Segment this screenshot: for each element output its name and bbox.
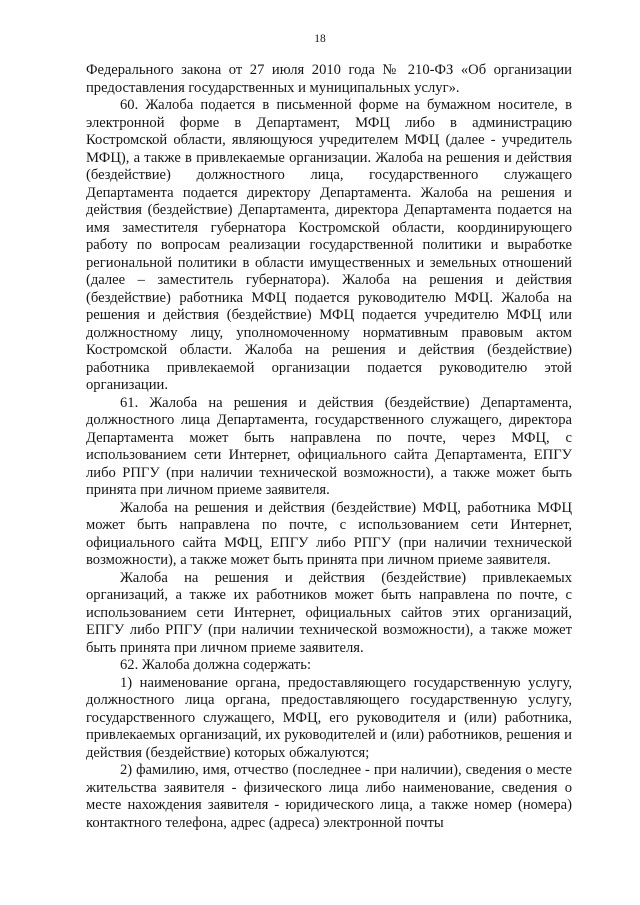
paragraph-62-item-1: 1) наименование органа, предоставляющего государственную услугу, должностного лица органа, предоставляющего государственную услугу, государственного служащего, МФЦ, его руководителя и (или) работника, привлекаемых организаций, их руководителей и (или) работников, решения и действия (бездействие) которых обжалуются; — [86, 674, 572, 761]
paragraph-61-mfc: Жалоба на решения и действия (бездействие) МФЦ, работника МФЦ может быть направлена по почте, с использованием сети Интернет, официального сайта МФЦ, ЕПГУ либо РПГУ (при наличии технической возможности), а также может быть принята при личном приеме заявителя. — [86, 499, 572, 568]
page-number: 18 — [314, 33, 326, 45]
paragraph-60: 60. Жалоба подается в письменной форме на бумажном носителе, в электронной форме в Департамент, МФЦ либо в администрацию Костромской области, являющуюся учредителем МФЦ (далее - учредитель МФЦ), а также в привлекаемые организации. Жалоба на решения и действия (бездействие) должностного лица, государственного служащего Департамента подается директору Департамента. Жалоба на решения и действия (бездействие) Департамента, директора Департамента подается на имя заместителя губернатора Костромской области, координирующего работу по вопросам реализации государственной политики и выработке региональной политики в области имущественных и земельных отношений (далее – заместитель губернатора). Жалоба на решения и действия (бездействие) работника МФЦ подается руководителю МФЦ. Жалоба на решения и действия (бездействие) МФЦ подается учредителю МФЦ или должностному лицу, уполномоченному нормативным правовым актом Костромской области. Жалоба на решения и действия (бездействие) работника привлекаемой организации подается руководителю этой организации. — [86, 97, 572, 393]
paragraph-62-item-2: 2) фамилию, имя, отчество (последнее - при наличии), сведения о месте жительства заявителя - физического лица либо наименование, сведения о месте нахождения заявителя - юридического лица, а также номер (номера) контактного телефона, адрес (адреса) электронной почты — [86, 762, 572, 831]
paragraph-61: 61. Жалоба на решения и действия (бездействие) Департамента, должностного лица Департамента, государственного служащего, директора Департамента может быть направлена по почте, через МФЦ, с использованием сети Интернет, официального сайта Департамента, ЕПГУ либо РПГУ (при наличии технической возможности), а также может быть принята при личном приеме заявителя. — [86, 394, 572, 498]
paragraph-61-organizations: Жалоба на решения и действия (бездействие) привлекаемых организаций, а также их работников может быть направлена по почте, с использованием сети Интернет, официальных сайтов этих организаций, ЕПГУ либо РПГУ (при наличии технической возможности), а также может быть принята при личном приеме заявителя. — [86, 569, 572, 656]
paragraph-62: 62. Жалоба должна содержать: — [120, 657, 311, 673]
paragraph-law-reference: Федерального закона от 27 июля 2010 года № 210-ФЗ «Об организации предоставления государственных и муниципальных услуг». — [86, 62, 572, 96]
document-body — [86, 62, 572, 832]
